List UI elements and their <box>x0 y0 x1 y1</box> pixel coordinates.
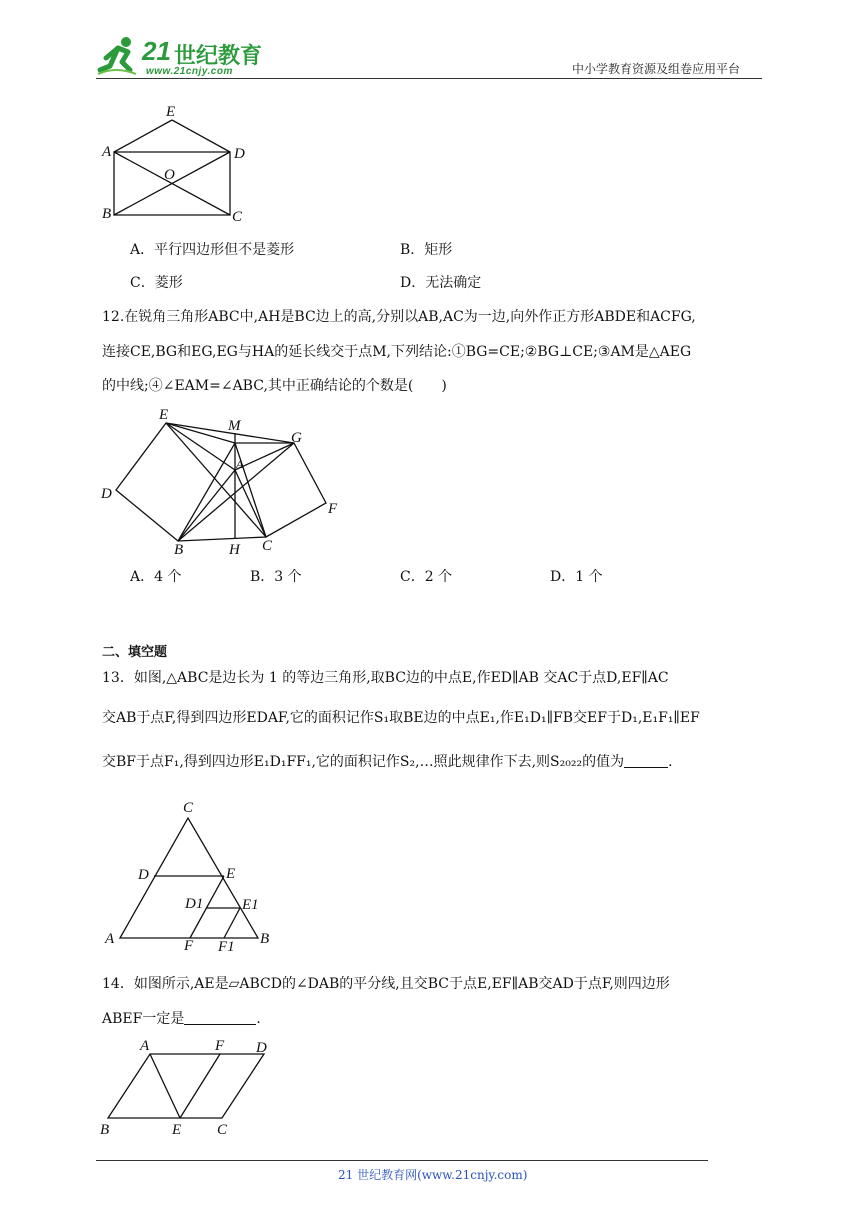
label-e: E <box>172 1122 182 1138</box>
footer-divider <box>96 1160 708 1161</box>
q13-line-3-end: . <box>668 754 673 770</box>
q14-figure <box>96 1036 286 1140</box>
label-f: F <box>184 938 194 953</box>
q12-figure <box>98 405 348 560</box>
q12-option-d[interactable]: D．1 个 <box>550 569 603 585</box>
label-a: A <box>102 144 112 160</box>
q11-figure <box>98 100 258 225</box>
label-b: B <box>102 206 112 222</box>
label-c: C <box>183 800 194 816</box>
label-c: C <box>232 209 243 225</box>
edge-ed <box>172 120 230 152</box>
q14-answer-blank[interactable] <box>184 1011 256 1025</box>
q12-option-b[interactable]: B．3 个 <box>250 569 302 585</box>
segment-ae <box>150 1054 180 1118</box>
label-b: B <box>100 1122 110 1138</box>
logo-number: 21 <box>142 36 171 66</box>
q13-figure <box>100 798 280 953</box>
label-e: E <box>226 866 236 882</box>
label-h: H <box>229 542 240 558</box>
q13-line-1: 13．如图,△ABC是边长为 1 的等边三角形,取BC边的中点E,作ED∥AB 交AC于点D,EF∥AC <box>102 670 669 686</box>
label-f1: F1 <box>218 939 235 953</box>
q12-line-1: 12.在锐角三角形ABC中,AH是BC边上的高,分别以AB,AC为一边,向外作正方形ABDE和ACFG, <box>102 309 696 325</box>
label-e1: E1 <box>242 897 259 913</box>
header-logo <box>96 36 266 80</box>
q12-option-c[interactable]: C．2 个 <box>400 569 453 585</box>
segment-e1f1 <box>224 908 240 938</box>
section-fill-in-title: 二、填空题 <box>102 645 168 660</box>
label-d: D <box>138 867 149 883</box>
label-f: F <box>328 501 338 517</box>
label-c: C <box>217 1122 228 1138</box>
runner-logo-icon <box>96 36 140 76</box>
label-f: F <box>215 1038 225 1054</box>
label-a: A <box>236 457 244 471</box>
label-e: E <box>166 104 176 120</box>
label-b: B <box>260 931 270 947</box>
square-acfg <box>235 443 326 537</box>
segment-ef <box>180 1054 220 1118</box>
q13-line-2: 交AB于点F,得到四边形EDAF,它的面积记作S₁取BE边的中点E₁,作E₁D₁∥FB交EF于D₁,E₁F₁∥EF <box>102 710 700 726</box>
header-divider <box>96 78 762 79</box>
q13-line-3: 交BF于点F₁,得到四边形E₁D₁FF₁,它的面积记作S₂,…照此规律作下去,则S₂₀₂₂的值为 <box>102 754 625 770</box>
segment-ag <box>235 443 294 470</box>
logo-url: www.21cnjy.com <box>146 66 233 77</box>
q14-line-2-row <box>102 1009 261 1029</box>
header-platform-text: 中小学教育资源及组卷应用平台 <box>572 62 741 76</box>
q12-option-a[interactable]: A．4 个 <box>130 569 182 585</box>
q11-option-b[interactable]: B．矩形 <box>400 242 453 258</box>
q14-line-2-end: . <box>256 1011 261 1027</box>
label-e: E <box>159 407 169 423</box>
q14-line-1: 14．如图所示,AE是▱ABCD的∠DAB的平分线,且交BC于点E,EF∥AB交AD于点F,则四边形 <box>102 976 670 992</box>
label-b: B <box>174 542 184 558</box>
q11-option-a[interactable]: A．平行四边形但不是菱形 <box>130 242 295 258</box>
q13-answer-blank[interactable] <box>624 754 668 768</box>
label-g: G <box>291 430 302 446</box>
label-a: A <box>140 1038 150 1054</box>
q11-option-c[interactable]: C．菱形 <box>130 275 183 291</box>
segment-bc <box>178 537 266 541</box>
label-m: M <box>228 418 241 434</box>
q13-line-3-row <box>102 752 673 772</box>
q11-option-d[interactable]: D．无法确定 <box>400 275 482 291</box>
logo-text: 世纪教育 <box>174 44 263 69</box>
label-d: D <box>256 1040 267 1056</box>
q12-line-2: 连接CE,BG和EG,EG与HA的延长线交于点M,下列结论:①BG=CE;②BG⊥CE;③AM是△AEG <box>102 344 692 360</box>
q12-line-3: 的中线;④∠EAM=∠ABC,其中正确结论的个数是( ) <box>102 378 447 394</box>
label-d: D <box>101 486 112 502</box>
edge-ae <box>114 120 172 152</box>
label-d: D <box>234 146 245 162</box>
label-a: A <box>105 931 115 947</box>
label-d1: D1 <box>185 896 204 912</box>
label-o: O <box>164 167 175 183</box>
q14-line-2: ABEF一定是 <box>102 1011 185 1027</box>
segment-ab <box>178 470 235 541</box>
footer-link[interactable]: 21 世纪教育网(www.21cnjy.com) <box>338 1168 528 1182</box>
label-c: C <box>262 538 273 554</box>
